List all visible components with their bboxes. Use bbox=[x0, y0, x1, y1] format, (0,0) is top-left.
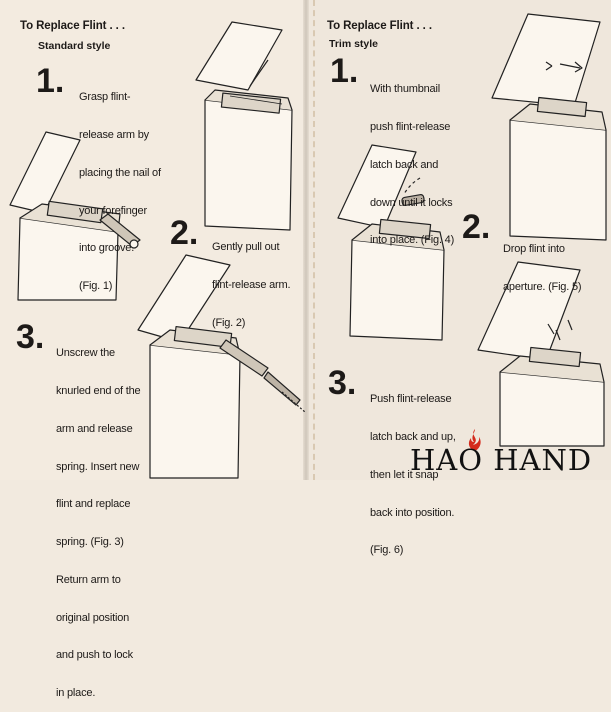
left-title: To Replace Flint . . . bbox=[20, 20, 125, 32]
left-step-2-number: 2. bbox=[170, 214, 199, 252]
left-step-3-text: Unscrew the knurled end of the arm and release spring. Insert new flint and replace spring. (Fig. 3) Return arm to original position and push to lock in place. bbox=[56, 347, 141, 700]
left-step-3-number: 3. bbox=[16, 318, 45, 356]
right-step-2-text: Drop flint into aperture. (Fig. 5) bbox=[503, 243, 582, 293]
right-step-1-text: With thumbnail push flint-release latch back and down until it locks into place. (Fig. 4) bbox=[370, 83, 455, 247]
right-step-2-number: 2. bbox=[462, 208, 491, 246]
right-title: To Replace Flint . . . bbox=[327, 20, 432, 32]
figure-1-illustration bbox=[196, 22, 292, 230]
right-subtitle: Trim style bbox=[329, 38, 379, 50]
right-step-3-number: 3. bbox=[328, 364, 357, 402]
left-step-2-text: Gently pull out flint-release arm. (Fig. 2) bbox=[212, 241, 291, 329]
right-step-1-number: 1. bbox=[330, 52, 359, 90]
watermark-text: HAO HAND bbox=[410, 443, 593, 477]
left-subtitle: Standard style bbox=[38, 40, 111, 52]
figure-4-illustration bbox=[492, 14, 606, 240]
watermark-logo bbox=[410, 443, 610, 477]
right-step-3-text: Push flint-release latch back and up, then let it snap back into position. (Fig. 6) bbox=[370, 393, 456, 557]
left-step-1-number: 1. bbox=[36, 62, 65, 100]
left-step-1-text: Grasp flint- release arm by placing the nail of your forefinger into groove. (Fig. 1) bbox=[79, 91, 161, 293]
